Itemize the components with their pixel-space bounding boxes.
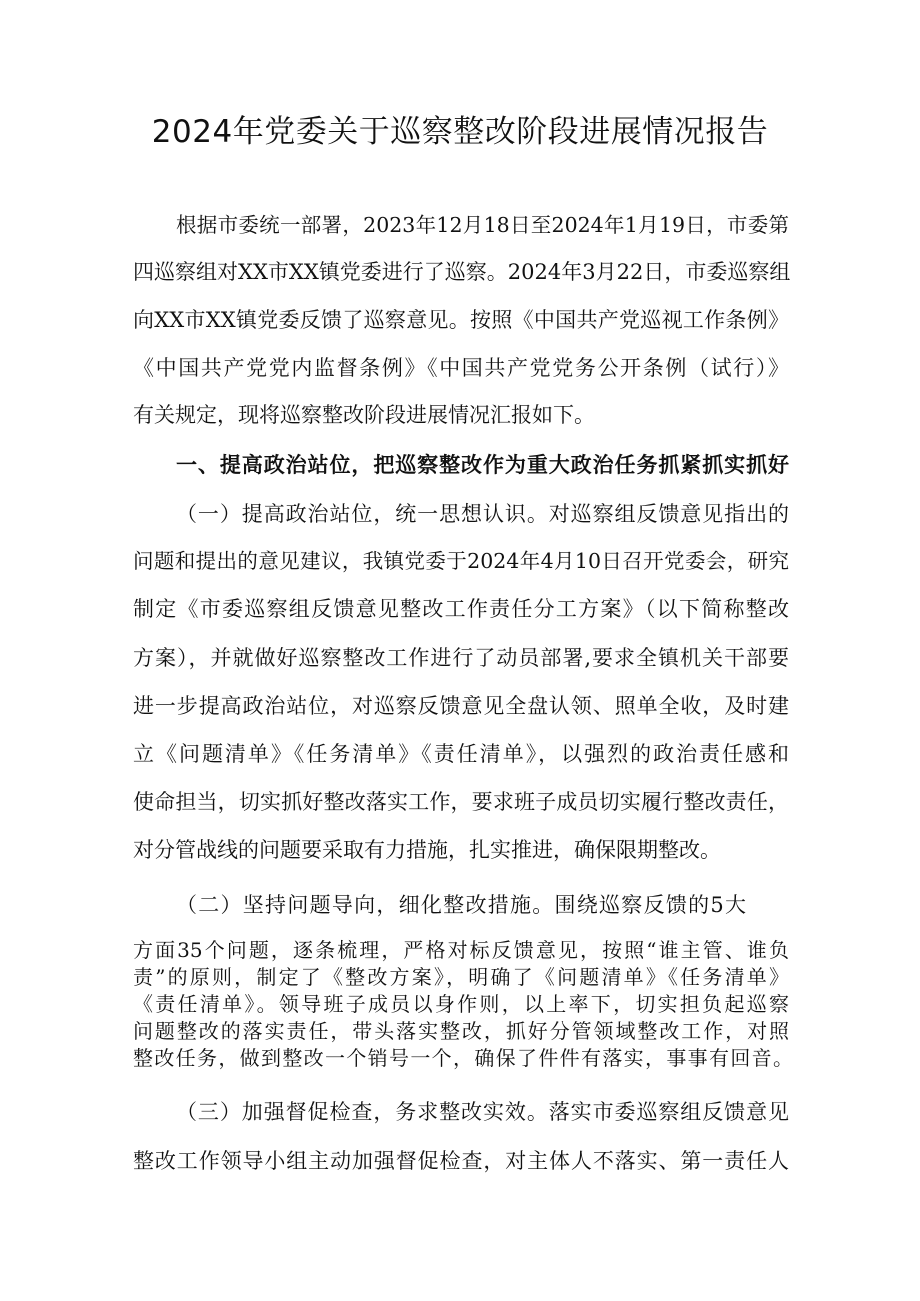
paragraph-2-line-1: （一）提高政治站位，统一思想认识。对巡察组反馈意见指出的 bbox=[176, 502, 789, 526]
paragraph-3-line-5: 问题整改的落实责任，带头落实整改，抓好分管领域整改工作，对照 bbox=[133, 1019, 789, 1043]
paragraph-3-line-3: 责”的原则，制定了《整改方案》，明确了《问题清单》《任务清单》 bbox=[133, 965, 789, 989]
paragraph-2-line-8: 对分管战线的问题要采取有力措施，扎实推进，确保限期整改。 bbox=[133, 838, 721, 862]
paragraph-3-line-1: （二）坚持问题导向，细化整改措施。围绕巡察反馈的5大 bbox=[176, 893, 746, 917]
paragraph-2-line-4: 方案），并就做好巡察整改工作进行了动员部署,要求全镇机关干部要 bbox=[133, 646, 789, 670]
section-heading-1: 一、提高政治站位，把巡察整改作为重大政治任务抓紧抓实抓好 bbox=[176, 452, 789, 477]
paragraph-3-line-4: 《责任清单》。领导班子成员以身作则，以上率下，切实担负起巡察 bbox=[133, 992, 789, 1016]
paragraph-2-line-5: 进一步提高政治站位，对巡察反馈意见全盘认领、照单全收，及时建 bbox=[133, 694, 789, 718]
paragraph-1-line-2: 四巡察组对XX市XX镇党委进行了巡察。2024年3月22日，市委巡察组 bbox=[133, 260, 791, 284]
paragraph-2-line-3: 制定《市委巡察组反馈意见整改工作责任分工方案》（以下简称整改 bbox=[133, 597, 789, 621]
paragraph-1-line-4: 《中国共产党党内监督条例》《中国共产党党务公开条例（试行）》 bbox=[133, 356, 789, 380]
paragraph-1-line-5: 有关规定，现将巡察整改阶段进展情况汇报如下。 bbox=[133, 403, 595, 427]
paragraph-4-line-1: （三）加强督促检查，务求整改实效。落实市委巡察组反馈意见 bbox=[176, 1100, 789, 1124]
paragraph-4-line-2: 整改工作领导小组主动加强督促检查，对主体人不落实、第一责任人 bbox=[133, 1149, 789, 1173]
document-title: 2024年党委关于巡察整改阶段进展情况报告 bbox=[151, 114, 769, 150]
paragraph-3-line-2: 方面35个问题，逐条梳理，严格对标反馈意见，按照“谁主管、谁负 bbox=[133, 938, 789, 962]
paragraph-2-line-7: 使命担当，切实抓好整改落实工作，要求班子成员切实履行整改责任， bbox=[133, 790, 789, 814]
paragraph-3-line-6: 整改任务，做到整改一个销号一个，确保了件件有落实，事事有回音。 bbox=[133, 1046, 793, 1070]
paragraph-1-line-1: 根据市委统一部署，2023年12月18日至2024年1月19日，市委第 bbox=[176, 213, 789, 237]
paragraph-1-line-3: 向XX市XX镇党委反馈了巡察意见。按照《中国共产党巡视工作条例》 bbox=[133, 308, 789, 332]
paragraph-2-line-6: 立《问题清单》《任务清单》《责任清单》，以强烈的政治责任感和 bbox=[133, 742, 789, 766]
paragraph-2-line-2: 问题和提出的意见建议，我镇党委于2024年4月10日召开党委会，研究 bbox=[133, 549, 789, 573]
